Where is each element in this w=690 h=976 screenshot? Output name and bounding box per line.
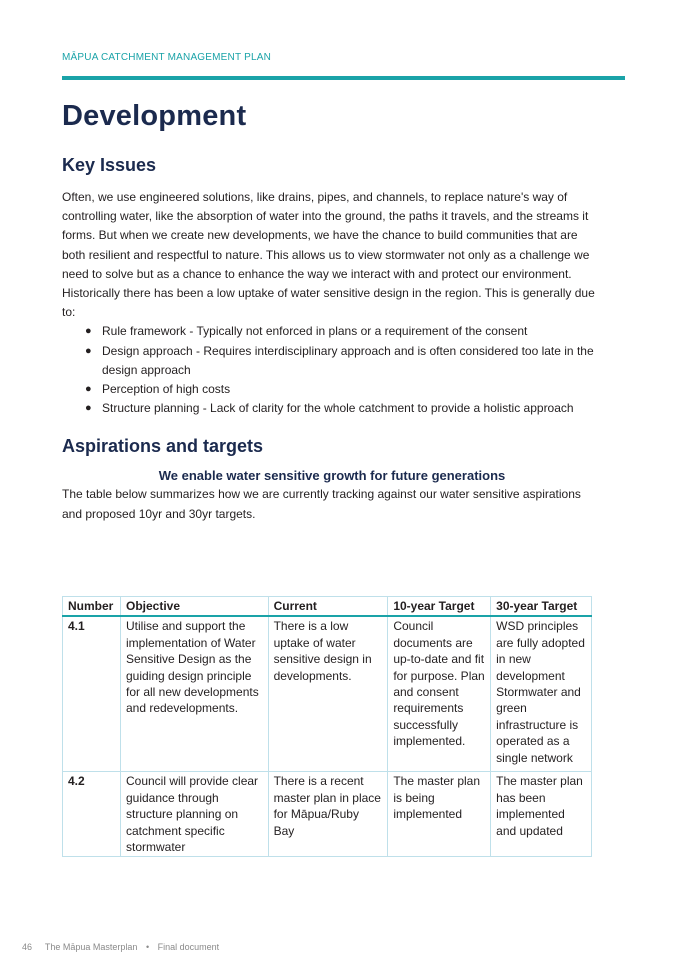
aspiration-statement: We enable water sensitive growth for future generations [158,468,506,484]
column-header-objective: Objective [120,597,268,617]
cell-target-30yr: The master plan has been implemented and updated [491,772,592,857]
table-row [63,772,592,857]
key-issues-list [62,322,602,418]
column-header-current: Current [268,597,388,617]
cell-current: There is a recent master plan in place for Māpua/Ruby Bay [268,772,388,857]
cell-objective: Council will provide clear guidance through structure planning on catchment specific stormwater [120,772,268,857]
main-content [62,153,602,524]
cell-current: There is a low uptake of water sensitive design in developments. [268,616,388,772]
footer-separator: • [145,942,150,952]
bullet-icon: ● [85,402,92,415]
cell-number: 4.2 [63,772,121,857]
running-header: MĀPUA CATCHMENT MANAGEMENT PLAN [62,52,272,63]
cell-target-10yr: Council documents are up-to-date and fit for purpose. Plan and consent requirements successfully implemented. [388,616,491,772]
column-header-30yr: 30-year Target [491,597,592,617]
bullet-icon: ● [85,344,92,357]
bullet-icon: ● [85,383,92,396]
cell-number: 4.1 [63,616,121,772]
list-item [62,342,602,380]
table-row [63,616,592,772]
list-item [62,380,602,399]
column-header-10yr: 10-year Target [388,597,491,617]
page-number: 46 [22,942,33,952]
targets-table [62,596,592,857]
cell-objective: Utilise and support the implementation of Water Sensitive Design as the guiding design principle for all new developments and redevelopments. [120,616,268,772]
list-item-text: Rule framework - Typically not enforced in plans or a requirement of the consent [102,324,528,339]
header-rule [62,76,625,80]
list-item [62,399,602,418]
cell-target-30yr: WSD principles are fully adopted in new development Stormwater and green infrastructure is operated as a single network [491,616,592,772]
key-issues-paragraph-1: Often, we use engineered solutions, like drains, pipes, and channels, to replace nature's way of controlling water, like the absorption of water into the ground, the paths it travels, and the streams it forms. But when we create new developments, we have the chance to build communities that are both resilient and respectful to nature. This allows us to view stormwater not only as a challenge we need to solve but as a chance to enhance the way we interact with and protect our environment. [62,190,590,281]
list-item-text: Perception of high costs [102,382,231,397]
aspirations-intro: The table below summarizes how we are currently tracking against our water sensitive aspirations and proposed 10yr and 30yr targets. [62,487,581,521]
list-item [62,322,602,341]
list-item-text: Structure planning - Lack of clarity for the whole catchment to provide a holistic approach [102,401,574,416]
column-header-number: Number [63,597,121,617]
page-title: Development [62,100,247,132]
footer-document-title: The Māpua Masterplan [44,942,138,952]
bullet-icon: ● [85,325,92,338]
page-footer [22,942,219,952]
footer-status: Final document [157,942,220,952]
key-issues-heading: Key Issues [62,155,157,175]
table-header-row [63,597,592,617]
key-issues-paragraph-2: Historically there has been a low uptake of water sensitive design in the region. This is generally due to: [62,286,595,320]
cell-target-10yr: The master plan is being implemented [388,772,491,857]
list-item-text: Design approach - Requires interdisciplinary approach and is often considered too late in the design approach [102,343,594,377]
aspirations-heading: Aspirations and targets [62,436,264,457]
